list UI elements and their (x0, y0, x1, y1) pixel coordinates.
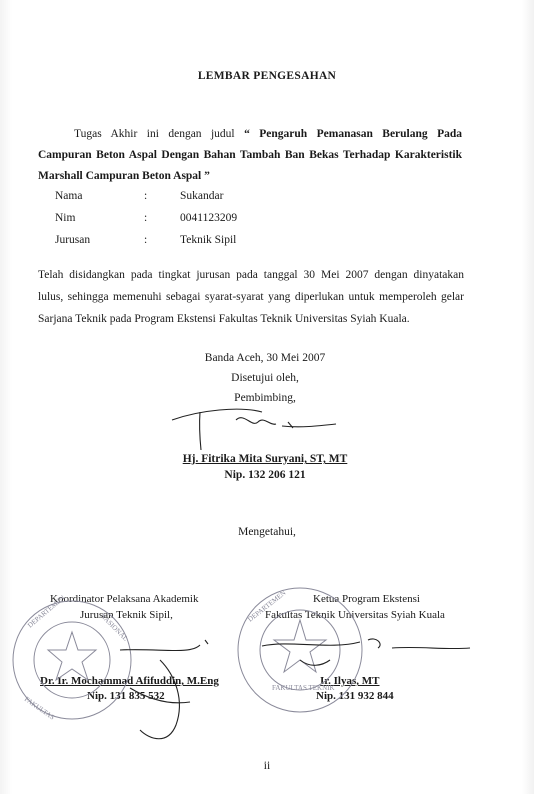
approver-signature-block (150, 451, 380, 483)
left-name: Dr. Ir. Mochammad Afifuddin, M.Eng (40, 675, 219, 687)
left-title-line-1: Koordinator Pelaksana Akademik (50, 593, 199, 605)
approved-by: Disetujui oleh, (231, 372, 299, 384)
acknowledged-label: Mengetahui, (238, 526, 296, 538)
field-sep-nama: : (144, 190, 148, 202)
right-nip: Nip. 131 932 844 (316, 690, 394, 702)
left-title-line-2: Jurusan Teknik Sipil, (80, 609, 173, 621)
approval-block (150, 348, 380, 408)
intro-line-3 (38, 166, 462, 187)
right-signature-icon (262, 639, 470, 665)
svg-text:NASIONAL: NASIONAL (98, 611, 130, 643)
statement-line-2: lulus, sehingga memenuhi sebagai syarat-syarat yang diperlukan untuk memperoleh gelar (38, 291, 464, 303)
svg-text:DEPARTEMEN: DEPARTEMEN (246, 588, 288, 624)
approver-signature-icon (172, 409, 336, 450)
statement-line-3: Sarjana Teknik pada Program Ekstensi Fakultas Teknik Universitas Syiah Kuala. (38, 313, 410, 325)
intro-paragraph (38, 124, 462, 187)
place-date: Banda Aceh, 30 Mei 2007 (204, 352, 326, 364)
field-sep-jurusan: : (144, 234, 148, 246)
intro-prefix: Tugas Akhir ini dengan judul (74, 128, 235, 140)
field-value-jurusan: Teknik Sipil (180, 234, 237, 246)
field-label-nama: Nama (55, 190, 83, 202)
statement-paragraph (38, 264, 464, 330)
intro-line-2 (38, 145, 462, 166)
approver-role: Pembimbing, (234, 392, 296, 404)
statement-line-1: Telah disidangkan pada tingkat jurusan pada tanggal 30 Mei 2007 dengan dinyatakan (38, 269, 464, 281)
intro-title-start: “ Pengaruh Pemanasan Berulang Pada (244, 128, 463, 140)
left-nip: Nip. 131 835 532 (87, 690, 165, 702)
field-value-nama: Sukandar (180, 190, 224, 202)
intro-line-1 (38, 124, 462, 145)
field-label-nim: Nim (55, 212, 76, 224)
right-title-line-2: Fakultas Teknik Universitas Syiah Kuala (265, 609, 445, 621)
approver-nip: Nip. 132 206 121 (224, 469, 306, 481)
svg-text:FAKULTAS TEKNIK: FAKULTAS TEKNIK (272, 684, 335, 692)
page-heading: LEMBAR PENGESAHAN (197, 70, 337, 82)
svg-text:FAKULTAS: FAKULTAS (22, 695, 56, 722)
field-sep-nim: : (144, 212, 148, 224)
intro-title-end: Marshall Campuran Beton Aspal ” (38, 170, 210, 182)
field-value-nim: 0041123209 (180, 212, 238, 224)
svg-text:DEPARTEMEN: DEPARTEMEN (26, 593, 67, 630)
page-number: ii (263, 760, 271, 772)
intro-title-middle: Campuran Beton Aspal Dengan Bahan Tambah Ban Bekas Terhadap Karakteristik (38, 149, 462, 161)
right-title-line-1: Ketua Program Ekstensi (313, 593, 420, 605)
approver-name: Hj. Fitrika Mita Suryani, ST, MT (182, 453, 348, 465)
field-label-jurusan: Jurusan (55, 234, 91, 246)
right-name: Ir. Ilyas, MT (320, 675, 380, 687)
